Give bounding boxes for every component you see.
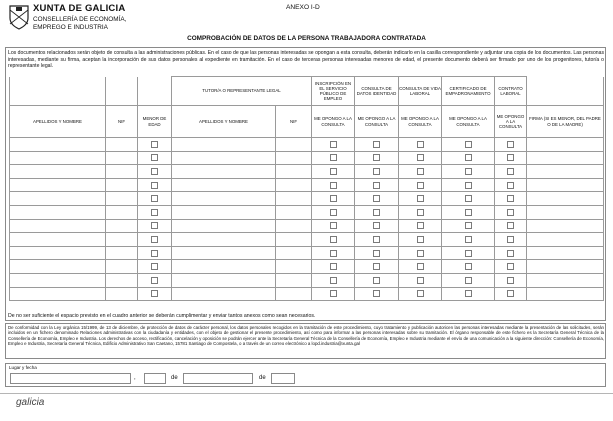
department-line-1: CONSELLERÍA DE ECONOMÍA, <box>33 16 127 23</box>
checkbox[interactable] <box>465 182 472 189</box>
checkbox[interactable] <box>465 209 472 216</box>
checkbox[interactable] <box>330 263 337 270</box>
checkbox[interactable] <box>465 154 472 161</box>
checkbox[interactable] <box>151 236 158 243</box>
col-header-oponer-identidad: ME OPONGO A LA CONSULTA <box>355 106 399 138</box>
input-cell[interactable] <box>106 219 138 233</box>
checkbox[interactable] <box>417 182 424 189</box>
brand-name: XUNTA DE GALICIA <box>33 3 126 14</box>
checkbox-cell <box>138 273 172 287</box>
checkbox-cell <box>138 260 172 274</box>
input-cell[interactable] <box>172 260 276 274</box>
checkbox-cell <box>495 178 527 192</box>
table-row <box>10 273 604 287</box>
col-header-tutor-apellidos: APELLIDOS Y NOMBRE <box>172 106 276 138</box>
input-cell[interactable] <box>276 233 312 247</box>
checkbox[interactable] <box>330 277 337 284</box>
checkbox-cell <box>495 138 527 152</box>
month-field[interactable] <box>183 373 253 384</box>
input-cell[interactable] <box>276 151 312 165</box>
checkbox-cell <box>399 205 442 219</box>
input-cell[interactable] <box>106 233 138 247</box>
checkbox-cell <box>355 233 399 247</box>
checkbox[interactable] <box>330 222 337 229</box>
blank-header-cell <box>527 77 604 106</box>
checkbox[interactable] <box>330 209 337 216</box>
checkbox-cell <box>495 151 527 165</box>
input-cell[interactable] <box>527 192 604 206</box>
checkbox-cell <box>312 151 355 165</box>
table-row <box>10 192 604 206</box>
checkbox[interactable] <box>507 222 514 229</box>
input-cell[interactable] <box>10 178 106 192</box>
checkbox-cell <box>312 260 355 274</box>
checkbox-cell <box>442 205 495 219</box>
input-cell[interactable] <box>527 273 604 287</box>
checkbox-cell <box>442 165 495 179</box>
blank-header-cell <box>138 77 172 106</box>
checkbox[interactable] <box>507 209 514 216</box>
checkbox-cell <box>355 287 399 301</box>
comma-separator: , <box>134 375 136 381</box>
input-cell[interactable] <box>527 260 604 274</box>
checkbox-cell <box>399 165 442 179</box>
table-row <box>10 233 604 247</box>
xunta-shield-icon <box>8 4 30 30</box>
input-cell[interactable] <box>276 138 312 152</box>
input-cell[interactable] <box>527 178 604 192</box>
checkbox-cell <box>495 260 527 274</box>
checkbox-cell <box>399 287 442 301</box>
checkbox-cell <box>138 138 172 152</box>
checkbox[interactable] <box>507 195 514 202</box>
checkbox[interactable] <box>465 290 472 297</box>
checkbox-cell <box>495 273 527 287</box>
table-row <box>10 246 604 260</box>
checkbox-cell <box>138 233 172 247</box>
annex-label: ANEXO I-D <box>286 4 320 11</box>
checkbox-cell <box>495 192 527 206</box>
checkbox[interactable] <box>417 277 424 284</box>
checkbox[interactable] <box>373 168 380 175</box>
checkbox[interactable] <box>373 222 380 229</box>
checkbox-cell <box>399 246 442 260</box>
table-row <box>10 219 604 233</box>
checkbox[interactable] <box>507 141 514 148</box>
checkbox-cell <box>355 151 399 165</box>
checkbox-cell <box>399 178 442 192</box>
col-header-oponer-contrato: ME OPONGO A LA CONSULTA <box>495 106 527 138</box>
input-cell[interactable] <box>10 219 106 233</box>
checkbox-cell <box>312 192 355 206</box>
checkbox-cell <box>312 178 355 192</box>
input-cell[interactable] <box>527 287 604 301</box>
input-cell[interactable] <box>172 205 276 219</box>
checkbox-cell <box>138 192 172 206</box>
input-cell[interactable] <box>106 151 138 165</box>
checkbox-cell <box>495 246 527 260</box>
input-cell[interactable] <box>276 273 312 287</box>
checkbox-cell <box>355 219 399 233</box>
checkbox[interactable] <box>330 168 337 175</box>
col-header-oponer-empadronamiento: ME OPONGO A LA CONSULTA <box>442 106 495 138</box>
input-cell[interactable] <box>10 138 106 152</box>
input-cell[interactable] <box>172 273 276 287</box>
col-header-oponer-inscripcion: ME OPONGO A LA CONSULTA <box>312 106 355 138</box>
checkbox[interactable] <box>417 263 424 270</box>
checkbox-cell <box>312 219 355 233</box>
input-cell[interactable] <box>276 178 312 192</box>
input-cell[interactable] <box>172 287 276 301</box>
checkbox-cell <box>399 233 442 247</box>
col-header-firma: FIRMA (SI ES MENOR, DEL PADRE O DE LA MADRE) <box>527 106 604 138</box>
checkbox[interactable] <box>330 236 337 243</box>
checkbox[interactable] <box>373 290 380 297</box>
input-cell[interactable] <box>172 219 276 233</box>
checkbox[interactable] <box>151 263 158 270</box>
col-header-oponer-vida: ME OPONGO A LA CONSULTA <box>399 106 442 138</box>
table-row <box>10 178 604 192</box>
document-header <box>0 0 613 46</box>
checkbox[interactable] <box>507 236 514 243</box>
day-field[interactable] <box>144 373 166 384</box>
de-separator: de <box>259 375 266 381</box>
checkbox[interactable] <box>373 182 380 189</box>
checkbox[interactable] <box>330 141 337 148</box>
checkbox[interactable] <box>373 277 380 284</box>
input-cell[interactable] <box>106 260 138 274</box>
checkbox[interactable] <box>507 182 514 189</box>
checkbox[interactable] <box>151 209 158 216</box>
checkbox-cell <box>495 219 527 233</box>
checkbox[interactable] <box>507 168 514 175</box>
checkbox[interactable] <box>465 263 472 270</box>
input-cell[interactable] <box>10 192 106 206</box>
checkbox[interactable] <box>151 290 158 297</box>
checkbox-cell <box>399 219 442 233</box>
checkbox[interactable] <box>151 195 158 202</box>
input-cell[interactable] <box>10 273 106 287</box>
checkbox[interactable] <box>465 195 472 202</box>
input-cell[interactable] <box>10 287 106 301</box>
table-row <box>10 165 604 179</box>
checkbox[interactable] <box>417 209 424 216</box>
checkbox[interactable] <box>507 154 514 161</box>
checkbox[interactable] <box>507 290 514 297</box>
de-separator: de <box>171 375 178 381</box>
table-row <box>10 151 604 165</box>
checkbox[interactable] <box>373 209 380 216</box>
input-cell[interactable] <box>106 178 138 192</box>
checkbox-cell <box>312 287 355 301</box>
input-cell[interactable] <box>172 246 276 260</box>
checkbox[interactable] <box>465 168 472 175</box>
checkbox[interactable] <box>417 141 424 148</box>
input-cell[interactable] <box>106 205 138 219</box>
table-row <box>10 260 604 274</box>
checkbox[interactable] <box>330 182 337 189</box>
checkbox-cell <box>138 151 172 165</box>
table-group-header-row <box>10 77 604 106</box>
input-cell[interactable] <box>172 165 276 179</box>
checkbox[interactable] <box>330 250 337 257</box>
document-title: COMPROBACIÓN DE DATOS DE LA PERSONA TRABAJADORA CONTRATADA <box>187 35 426 42</box>
checkbox-cell <box>442 151 495 165</box>
inscripcion-group-header: INSCRIPCIÓN EN EL SERVICIO PÚBLICO DE EMPLEO <box>312 77 355 106</box>
checkbox[interactable] <box>373 263 380 270</box>
contrato-group-header: CONTRATO LABORAL <box>495 77 527 106</box>
checkbox-cell <box>442 273 495 287</box>
checkbox[interactable] <box>507 250 514 257</box>
checkbox-cell <box>495 233 527 247</box>
checkbox[interactable] <box>417 250 424 257</box>
checkbox[interactable] <box>465 277 472 284</box>
input-cell[interactable] <box>106 192 138 206</box>
checkbox[interactable] <box>330 195 337 202</box>
checkbox-cell <box>312 138 355 152</box>
checkbox[interactable] <box>151 141 158 148</box>
checkbox[interactable] <box>330 154 337 161</box>
input-cell[interactable] <box>527 219 604 233</box>
input-cell[interactable] <box>527 151 604 165</box>
input-cell[interactable] <box>172 151 276 165</box>
input-cell[interactable] <box>276 287 312 301</box>
checkbox-cell <box>355 260 399 274</box>
checkbox-cell <box>442 233 495 247</box>
checkbox[interactable] <box>417 290 424 297</box>
department-line-2: EMPREGO E INDUSTRIA <box>33 24 108 31</box>
privacy-paragraph: De conformidad con la Ley orgánica 15/1999, de 13 de diciembre, de protección de datos de carácter personal, los datos personales recogidos en la tramitación de este procedimiento, cuyo tratamiento y publicación autoricen las personas interesadas mediante la presentación de las solicitudes, serán incluidos en un fichero denominado Relaciones administrativas con la ciudadanía y entidades, con el objeto de gestionar el presente procedimiento, así como para informar a las personas interesadas sobre su tramitación. El órgano responsable de este fichero es la Secretaría General Técnica de la Consellería de Economía, Empleo e Industria. Los derechos de acceso, rectificación, cancelación y oposición se podrán ejercer ante la Secretaría General Técnica de la Consellería de Economía, Empleo e Industria mediante el envío de una comunicación a la siguiente dirección: Consellería de Economía, Empleo e Industria, Secretaría General Técnica, Edificio Administrativo San Caetano, 15781 Santiago de Compostela, o a través de un correo electrónico a lopd.industria@xunta.gal <box>8 325 604 347</box>
checkbox[interactable] <box>373 154 380 161</box>
input-cell[interactable] <box>527 138 604 152</box>
table-row <box>10 205 604 219</box>
checkbox-cell <box>355 165 399 179</box>
checkbox-cell <box>355 273 399 287</box>
checkbox-cell <box>138 219 172 233</box>
empadronamiento-group-header: CERTIFICADO DE EMPADRONAMIENTO <box>442 77 495 106</box>
footer-divider <box>0 393 613 394</box>
checkbox-cell <box>355 192 399 206</box>
checkbox-cell <box>138 287 172 301</box>
input-cell[interactable] <box>276 260 312 274</box>
checkbox-cell <box>138 165 172 179</box>
checkbox-cell <box>138 205 172 219</box>
checkbox[interactable] <box>507 277 514 284</box>
checkbox-cell <box>138 246 172 260</box>
checkbox[interactable] <box>373 195 380 202</box>
checkbox-cell <box>399 138 442 152</box>
blank-header-cell <box>106 77 138 106</box>
input-cell[interactable] <box>106 273 138 287</box>
checkbox-cell <box>312 233 355 247</box>
checkbox-cell <box>355 246 399 260</box>
input-cell[interactable] <box>527 205 604 219</box>
input-cell[interactable] <box>276 205 312 219</box>
input-cell[interactable] <box>10 233 106 247</box>
checkbox-cell <box>355 205 399 219</box>
checkbox[interactable] <box>373 141 380 148</box>
checkbox-cell <box>442 178 495 192</box>
place-field[interactable] <box>10 373 131 384</box>
checkbox-cell <box>442 287 495 301</box>
checkbox[interactable] <box>151 154 158 161</box>
table-row <box>10 138 604 152</box>
checkbox[interactable] <box>465 236 472 243</box>
checkbox[interactable] <box>330 290 337 297</box>
identidad-group-header: CONSULTA DE DATOS IDENTIDAD <box>355 77 399 106</box>
checkbox-cell <box>442 138 495 152</box>
checkbox-cell <box>442 192 495 206</box>
checkbox-cell <box>495 165 527 179</box>
table-footnote: De no ser suficiente el espacio previsto en el cuadro anterior se deberán cumplimentar y enviar tantos anexos como sean necesarios. <box>8 313 316 319</box>
input-cell[interactable] <box>106 165 138 179</box>
input-cell[interactable] <box>10 205 106 219</box>
checkbox-cell <box>495 205 527 219</box>
input-cell[interactable] <box>10 151 106 165</box>
checkbox-cell <box>495 287 527 301</box>
checkbox[interactable] <box>417 195 424 202</box>
col-header-tutor-nif: NIF <box>276 106 312 138</box>
blank-header-cell <box>10 77 106 106</box>
checkbox-cell <box>355 138 399 152</box>
checkbox[interactable] <box>417 154 424 161</box>
place-date-label: Lugar y fecha <box>9 365 37 370</box>
input-cell[interactable] <box>276 219 312 233</box>
checkbox[interactable] <box>373 250 380 257</box>
input-cell[interactable] <box>527 233 604 247</box>
checkbox-cell <box>312 273 355 287</box>
input-cell[interactable] <box>10 246 106 260</box>
input-cell[interactable] <box>172 192 276 206</box>
input-cell[interactable] <box>106 246 138 260</box>
checkbox-cell <box>312 165 355 179</box>
table-row <box>10 287 604 301</box>
checkbox[interactable] <box>465 250 472 257</box>
checkbox[interactable] <box>151 250 158 257</box>
checkbox[interactable] <box>465 141 472 148</box>
checkbox[interactable] <box>151 182 158 189</box>
checkbox[interactable] <box>417 236 424 243</box>
input-cell[interactable] <box>172 138 276 152</box>
checkbox-cell <box>442 260 495 274</box>
col-header-apellidos: APELLIDOS Y NOMBRE <box>10 106 106 138</box>
checkbox[interactable] <box>417 168 424 175</box>
checkbox-cell <box>442 246 495 260</box>
checkbox[interactable] <box>417 222 424 229</box>
consent-table <box>9 76 604 301</box>
checkbox-cell <box>399 192 442 206</box>
checkbox[interactable] <box>507 263 514 270</box>
input-cell[interactable] <box>527 246 604 260</box>
input-cell[interactable] <box>106 287 138 301</box>
checkbox-cell <box>312 205 355 219</box>
input-cell[interactable] <box>172 233 276 247</box>
input-cell[interactable] <box>276 192 312 206</box>
checkbox[interactable] <box>465 222 472 229</box>
checkbox[interactable] <box>151 277 158 284</box>
checkbox-cell <box>399 273 442 287</box>
checkbox-cell <box>399 260 442 274</box>
checkbox-cell <box>399 151 442 165</box>
vida-laboral-group-header: CONSULTA DE VIDA LABORAL <box>399 77 442 106</box>
table-column-header-row <box>10 106 604 138</box>
input-cell[interactable] <box>527 165 604 179</box>
year-field[interactable] <box>271 373 295 384</box>
input-cell[interactable] <box>10 260 106 274</box>
checkbox[interactable] <box>151 222 158 229</box>
checkbox-cell <box>138 178 172 192</box>
input-cell[interactable] <box>106 138 138 152</box>
input-cell[interactable] <box>10 165 106 179</box>
col-header-nif: NIF <box>106 106 138 138</box>
intro-paragraph: Los documentos relacionados serán objeto de consulta a las administraciones públicas. En el caso de que las personas interesadas se opongan a esta consulta, deberán indicarlo en la casilla correspondiente y adjuntar una copia de los documentos. Las personas interesadas, mediante su firma, aceptan la incorporación de sus datos personales al expediente en tramitación. En el caso de terceras personas interesadas menores de edad, el presente documento deberá ser firmado por uno de los progenitores, tutor/a o representante legal. <box>8 50 604 70</box>
input-cell[interactable] <box>276 246 312 260</box>
col-header-menor: MENOR DE EDAD <box>138 106 172 138</box>
checkbox[interactable] <box>373 236 380 243</box>
checkbox-cell <box>355 178 399 192</box>
checkbox[interactable] <box>151 168 158 175</box>
galicia-logo: galicia <box>16 397 45 408</box>
tutor-group-header: TUTOR/A O REPRESENTANTE LEGAL <box>172 77 312 106</box>
checkbox-cell <box>442 219 495 233</box>
checkbox-cell <box>312 246 355 260</box>
input-cell[interactable] <box>276 165 312 179</box>
input-cell[interactable] <box>172 178 276 192</box>
